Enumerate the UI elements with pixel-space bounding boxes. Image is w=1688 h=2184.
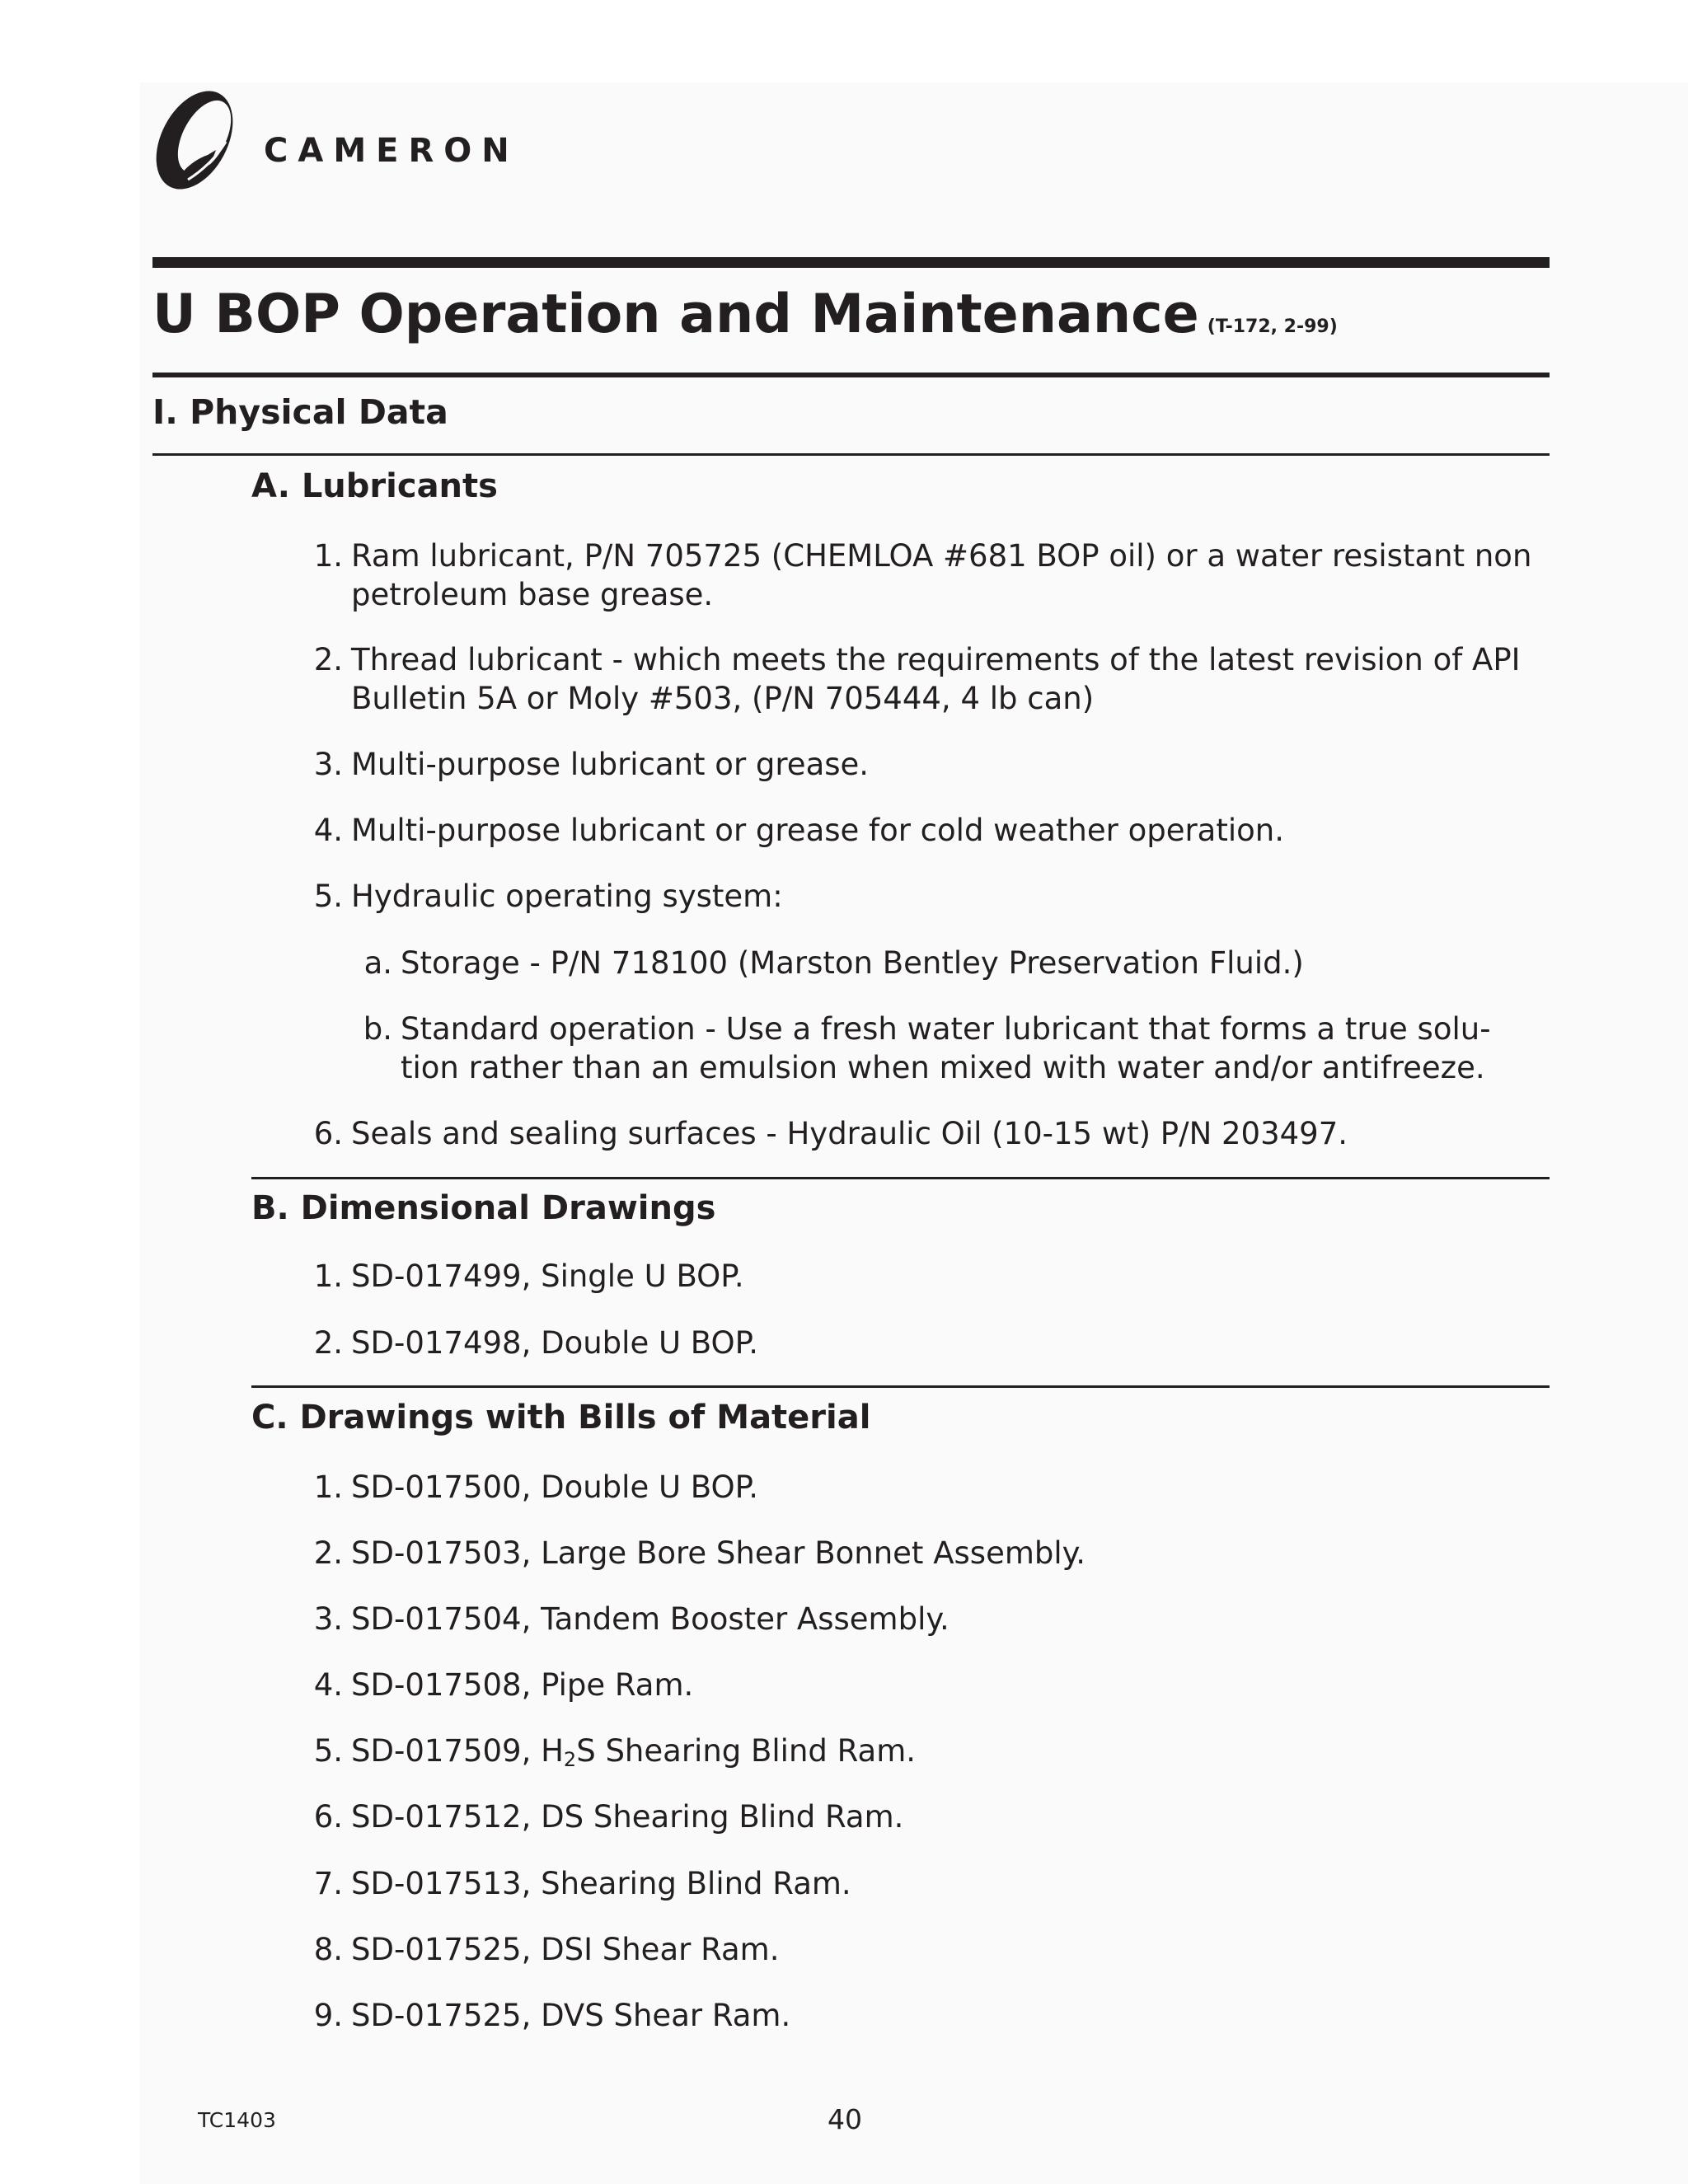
document-reference: (T-172, 2-99) xyxy=(1207,316,1338,337)
list-item-number: 2. xyxy=(313,642,343,677)
list-item-text: Storage - P/N 718100 (Marston Bentley Preservation Fluid.) xyxy=(401,945,1304,981)
page-number: 40 xyxy=(828,2103,862,2135)
list-item-number: b. xyxy=(363,1011,392,1047)
list-item-text: Thread lubricant - which meets the requirements of the latest revision of API xyxy=(351,642,1521,677)
list-item-number: 8. xyxy=(313,1932,343,1967)
list-item-text: SD-017512, DS Shearing Blind Ram. xyxy=(351,1799,904,1835)
logo-wordmark: CAMERON xyxy=(264,131,519,170)
list-item-number: 6. xyxy=(313,1799,343,1835)
company-logo xyxy=(147,82,519,202)
list-item-text: SD-017500, Double U BOP. xyxy=(351,1469,758,1505)
section-rule xyxy=(152,453,1550,456)
list-item-number: 5. xyxy=(313,879,343,914)
cameron-logo-icon xyxy=(147,82,246,202)
list-item-number: 2. xyxy=(313,1535,343,1571)
list-item-number: 3. xyxy=(313,1601,343,1637)
footer-document-code: TC1403 xyxy=(198,2108,276,2132)
page-title xyxy=(152,282,1338,360)
list-item-number: 1. xyxy=(313,538,343,574)
list-item-text: petroleum base grease. xyxy=(351,577,714,612)
list-item-text: SD-017513, Shearing Blind Ram. xyxy=(351,1866,851,1901)
section-heading: I. Physical Data xyxy=(152,392,448,432)
list-item-text: Hydraulic operating system: xyxy=(351,879,783,914)
title-rule xyxy=(152,373,1550,377)
list-item-text: SD-017499, Single U BOP. xyxy=(351,1258,744,1294)
list-item-text: Multi-purpose lubricant or grease. xyxy=(351,747,870,782)
list-item-number: 3. xyxy=(313,747,343,782)
list-item-text: Bulletin 5A or Moly #503, (P/N 705444, 4 lb can) xyxy=(351,681,1095,716)
list-item-number: 1. xyxy=(313,1469,343,1505)
list-item-text-part: SD-017509, H xyxy=(351,1733,564,1769)
list-item-text: SD-017525, DSI Shear Ram. xyxy=(351,1932,780,1967)
list-item-text: SD-017503, Large Bore Shear Bonnet Assembly. xyxy=(351,1535,1086,1571)
list-item-number: 7. xyxy=(313,1866,343,1901)
list-item-number: 4. xyxy=(313,813,343,848)
list-item-text: SD-017508, Pipe Ram. xyxy=(351,1667,694,1703)
list-item-text: tion rather than an emulsion when mixed with water and/or antifreeze. xyxy=(401,1050,1485,1085)
list-item-text: Multi-purpose lubricant or grease for cold weather operation. xyxy=(351,813,1284,848)
list-item-number: 1. xyxy=(313,1258,343,1294)
subsection-rule xyxy=(251,1177,1550,1179)
list-item-text: SD-017525, DVS Shear Ram. xyxy=(351,1998,791,2033)
list-item-text xyxy=(351,1732,916,1770)
list-item-text-part: S Shearing Blind Ram. xyxy=(576,1733,917,1769)
list-item-number: 6. xyxy=(313,1116,343,1151)
list-item-text: SD-017504, Tandem Booster Assembly. xyxy=(351,1601,950,1637)
subsection-rule xyxy=(251,1385,1550,1388)
subheading-dimensional-drawings: B. Dimensional Drawings xyxy=(251,1189,716,1227)
title-text: U BOP Operation and Maintenance xyxy=(152,284,1199,345)
list-item-number: 4. xyxy=(313,1667,343,1703)
list-item-number: 9. xyxy=(313,1998,343,2033)
list-item-text: SD-017498, Double U BOP. xyxy=(351,1325,758,1361)
list-item-text: Standard operation - Use a fresh water lubricant that forms a true solu- xyxy=(401,1011,1491,1047)
list-item-number: 2. xyxy=(313,1325,343,1361)
subscript-text: 2 xyxy=(563,1748,577,1771)
subheading-lubricants: A. Lubricants xyxy=(251,467,498,505)
subheading-bills-of-material: C. Drawings with Bills of Material xyxy=(251,1399,871,1436)
list-item-text: Seals and sealing surfaces - Hydraulic Oil (10-15 wt) P/N 203497. xyxy=(351,1116,1348,1151)
list-item-number: a. xyxy=(363,945,392,981)
top-rule xyxy=(152,257,1550,268)
list-item-text: Ram lubricant, P/N 705725 (CHEMLOA #681 BOP oil) or a water resistant non xyxy=(351,538,1532,574)
list-item-number: 5. xyxy=(313,1733,343,1769)
